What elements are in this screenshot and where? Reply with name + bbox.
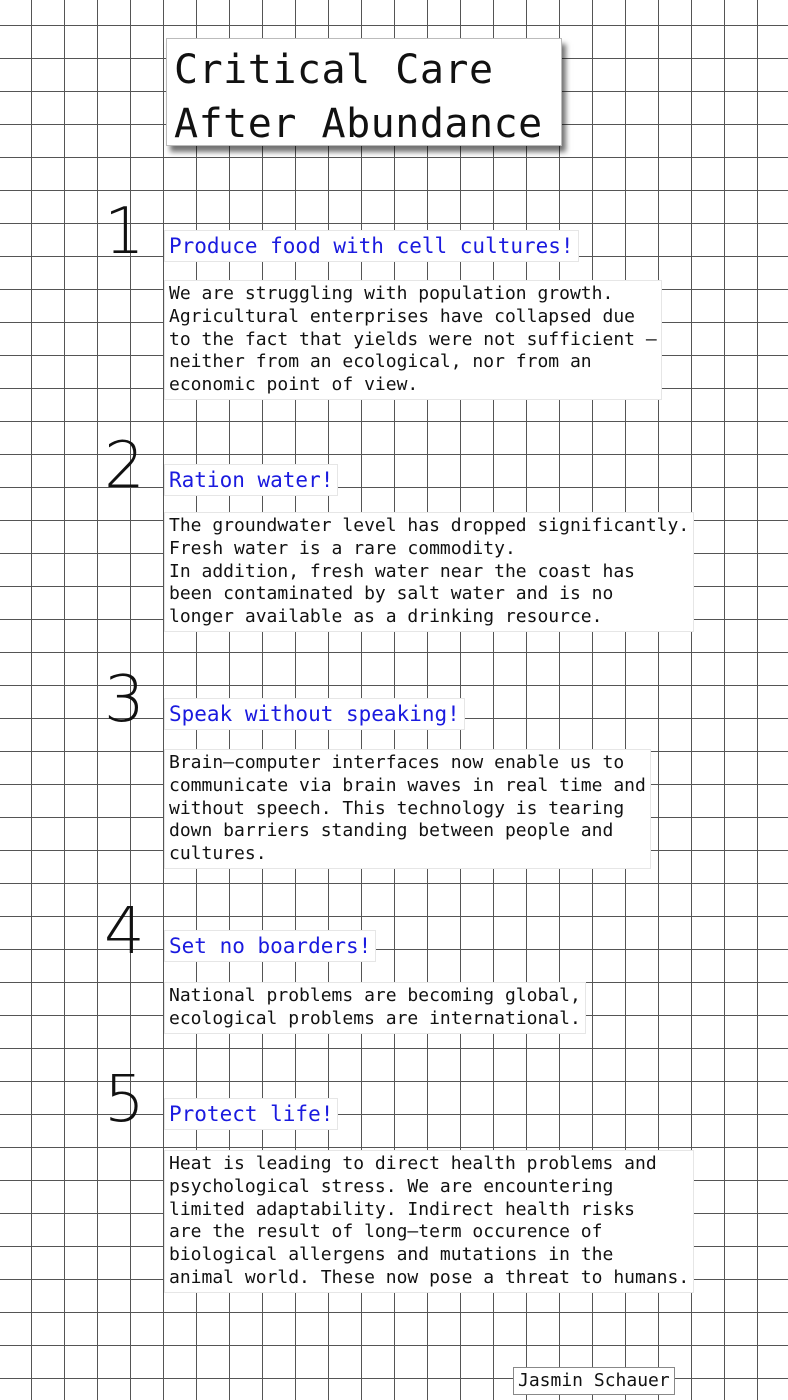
body-line: ecological problems are international. — [169, 1007, 581, 1029]
section-number-1: 1 — [104, 195, 145, 269]
body-line: In addition, fresh water near the coast has — [169, 560, 635, 582]
section-body-4 — [164, 982, 586, 1034]
section-heading-3: Speak without speaking! — [164, 698, 465, 730]
section-body-3 — [164, 749, 651, 869]
body-line: longer available as a drinking resource. — [169, 606, 603, 628]
body-line: economic point of view. — [169, 374, 419, 396]
section-heading-4: Set no boarders! — [164, 930, 376, 962]
section-number-3: 3 — [104, 663, 145, 737]
body-line: Agricultural enterprises have collapsed due — [169, 305, 635, 327]
body-line: to the fact that yields were not sufficient – — [169, 328, 657, 350]
section-heading-2: Ration water! — [164, 464, 338, 496]
body-line: without speech. This technology is tearing — [169, 797, 625, 819]
body-line: are the result of long–term occurence of — [169, 1221, 603, 1243]
section-heading-1: Produce food with cell cultures! — [164, 230, 579, 262]
body-line: Fresh water is a rare commodity. — [169, 537, 516, 559]
body-line: down barriers standing between people and — [169, 820, 614, 842]
author-credit: Jasmin Schauer — [513, 1367, 675, 1395]
body-line: biological allergens and mutations in the — [169, 1244, 614, 1266]
section-number-5: 5 — [104, 1063, 145, 1137]
section-body-5 — [164, 1150, 694, 1293]
body-line: been contaminated by salt water and is no — [169, 583, 614, 605]
body-line: communicate via brain waves in real time and — [169, 774, 646, 796]
title-line-2: After Abundance — [174, 101, 543, 147]
section-body-2 — [164, 512, 694, 632]
title-card — [166, 38, 562, 146]
section-heading-5: Protect life! — [164, 1098, 338, 1130]
body-line: We are struggling with population growth. — [169, 283, 614, 304]
title-line-1: Critical Care — [174, 47, 494, 93]
body-line: neither from an ecological, nor from an — [169, 351, 592, 373]
body-line: animal world. These now pose a threat to humans. — [169, 1266, 690, 1288]
body-line: limited adaptability. Indirect health risks — [169, 1198, 635, 1220]
section-body-1 — [164, 280, 662, 400]
body-line: psychological stress. We are encountering — [169, 1175, 614, 1197]
body-line: Heat is leading to direct health problems and — [169, 1153, 657, 1174]
body-line: Brain–computer interfaces now enable us to — [169, 752, 625, 773]
body-line: National problems are becoming global, — [169, 985, 581, 1006]
section-number-4: 4 — [104, 895, 145, 969]
section-number-2: 2 — [104, 429, 145, 503]
body-line: cultures. — [169, 843, 267, 865]
body-line: The groundwater level has dropped significantly. — [169, 515, 690, 536]
